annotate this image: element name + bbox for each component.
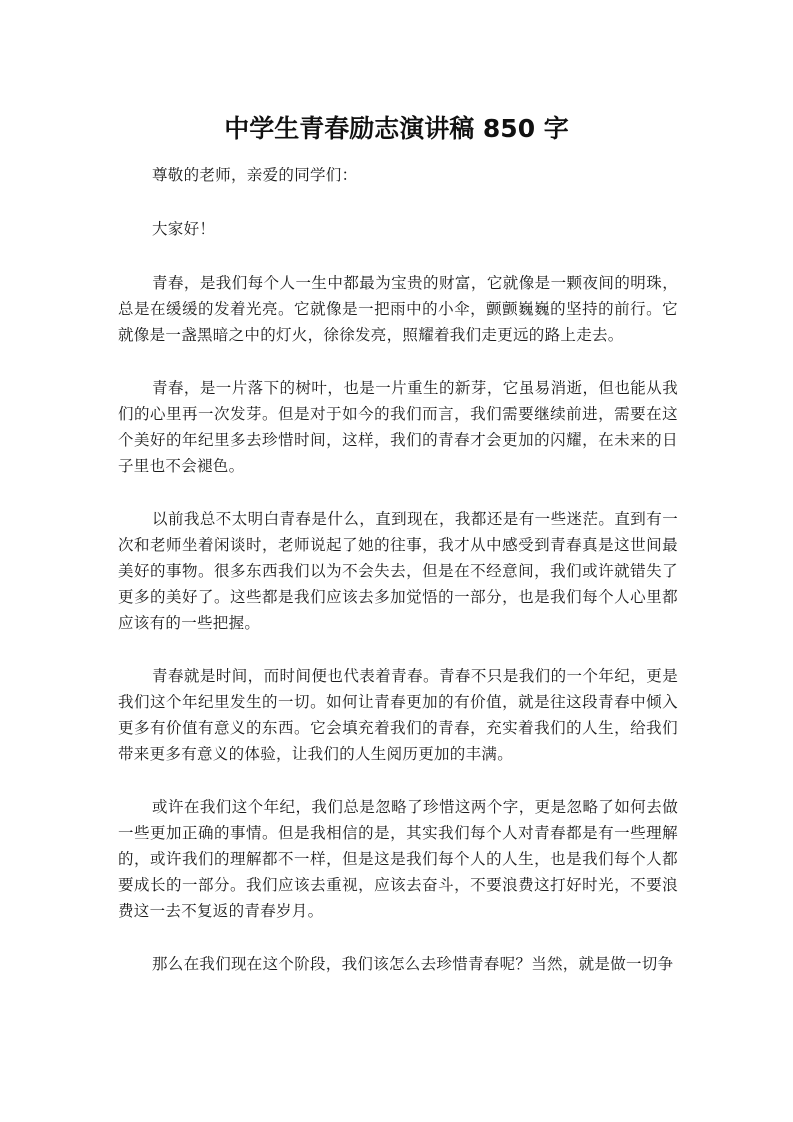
paragraph-greeting: 大家好！: [152, 220, 216, 238]
paragraph: 青春就是时间，而时间便也代表着青春。青春不只是我们的一个年纪，更是我们这个年纪里发生的一切。如何让青春更加的有价值，就是往这段青春中倾入更多有价值有意义的东西。它会填充着我们的青春，充实着我们的人生，给我们带来更多有意义的体验，让我们的人生阅历更加的丰满。: [118, 667, 678, 763]
paragraph: 以前我总不太明白青春是什么，直到现在，我都还是有一些迷茫。直到有一次和老师坐着闲谈时，老师说起了她的往事，我才从中感受到青春真是这世间最美好的事物。很多东西我们以为不会失去，但是在不经意间，我们或许就错失了更多的美好了。这些都是我们应该去多加觉悟的一部分，也是我们每个人心里都应该有的一些把握。: [118, 510, 678, 632]
paragraph: 那么在我们现在这个阶段，我们该怎么去珍惜青春呢？当然，就是做一切争: [152, 955, 674, 973]
document-body: [118, 162, 678, 1004]
paragraph: 青春，是一片落下的树叶，也是一片重生的新芽，它虽易消逝，但也能从我们的心里再一次发芽。但是对于如今的我们而言，我们需要继续前进，需要在这个美好的年纪里多去珍惜时间，这样，我们的青春才会更加的闪耀，在未来的日子里也不会褪色。: [118, 379, 678, 475]
paragraph-salutation: 尊敬的老师，亲爱的同学们：: [152, 166, 358, 184]
paragraph: 青春，是我们每个人一生中都最为宝贵的财富，它就像是一颗夜间的明珠，总是在缓缓的发着光亮。它就像是一把雨中的小伞，颤颤巍巍的坚持的前行。它就像是一盏黑暗之中的灯火，徐徐发亮，照耀着我们走更远的路上走去。: [118, 274, 678, 344]
document-title: 中学生青春励志演讲稿 850 字: [224, 114, 569, 143]
paragraph: 或许在我们这个年纪，我们总是忽略了珍惜这两个字，更是忽略了如何去做一些更加正确的事情。但是我相信的是，其实我们每个人对青春都是有一些理解的，或许我们的理解都不一样，但是这是我们每个人的人生，也是我们每个人都要成长的一部分。我们应该去重视，应该去奋斗，不要浪费这打好时光，不要浪费这一去不复返的青春岁月。: [118, 798, 678, 920]
